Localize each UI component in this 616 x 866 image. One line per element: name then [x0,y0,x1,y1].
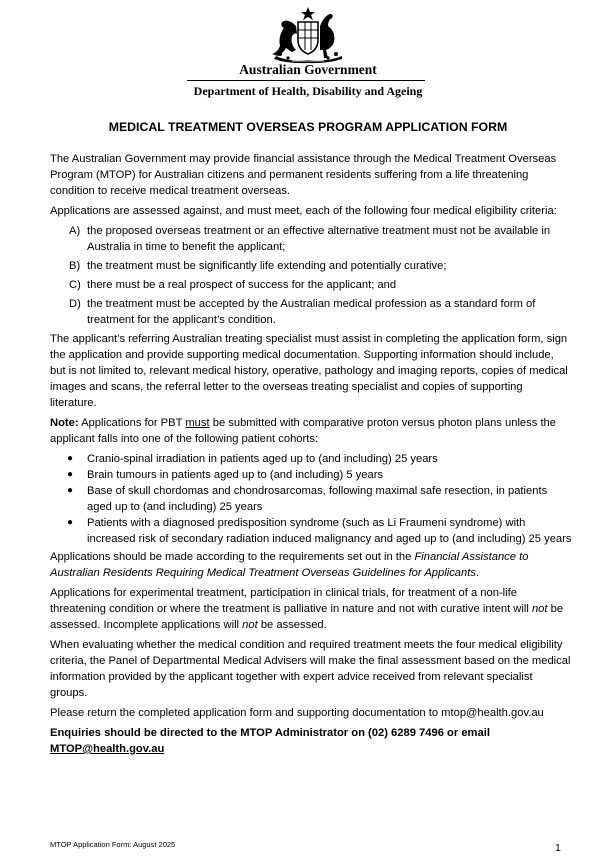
enquiries-paragraph [50,725,572,757]
page-number: 1 [555,842,561,854]
list-item [50,515,572,547]
cohort-text: Brain tumours in patients aged up to (and including) 5 years [87,469,384,481]
note-text: be submitted with comparative proton versus photon plans unless the applicant falls into one of the following patient cohorts: [50,417,556,445]
cohort-text: Patients with a diagnosed predisposition syndrome (such as Li Fraumeni syndrome) with increased risk of secondary radiation induced malignancy and aged up to (and including) 25 years [87,517,572,545]
list-item [50,258,572,274]
form-title: MEDICAL TREATMENT OVERSEAS PROGRAM APPLICATION FORM [108,120,508,134]
note-paragraph [50,415,572,447]
form-body [50,151,572,761]
government-name: Australian Government [239,62,377,77]
coat-of-arms-icon [268,6,348,64]
list-marker: D) [69,298,81,310]
eligibility-criteria-list [50,223,572,328]
guidelines-paragraph [50,549,572,581]
list-item [50,483,572,515]
list-item [50,296,572,328]
criterion-text: the treatment must be significantly life extending and potentially curative; [87,260,447,272]
note-text: Applications for PBT [78,417,186,429]
criterion-text: there must be a real prospect of success for the applicant; and [87,279,397,291]
paragraph-text: . [475,567,480,579]
not-emphasis: not [242,619,258,631]
must-emphasis: must [185,417,210,429]
list-marker: C) [69,279,81,291]
criterion-text: the treatment must be accepted by the Australian medical profession as a standard form of treatment for the applicant’s condition. [87,298,536,326]
bullet-icon: ● [67,469,74,480]
paragraph-text: Applications for experimental treatment, participation in clinical trials, for treatment of a non-life threatening condition or where the treatment is palliative in nature and not with curative intent will [50,587,532,615]
list-item [50,467,572,483]
intro-paragraph: The Australian Government may provide financial assistance through the Medical Treatment Overseas Program (MTOP) for Australian citizens and permanent residents suffering from a life threatening condition to receive medical treatment overseas. [50,153,557,197]
paragraph-text: be assessed. Incomplete applications will [50,603,564,631]
paragraph-text: Applications should be made according to the requirements set out in the [50,551,415,563]
list-marker: B) [69,260,81,272]
list-item [50,277,572,293]
not-emphasis: not [531,603,548,615]
enquiries-text: Enquiries should be directed to the MTOP Administrator on (02) 6289 7496 or email [50,727,490,739]
list-marker: A) [69,225,81,237]
experimental-paragraph [50,585,572,633]
footer-label: MTOP Application Form: August 2025 [50,840,176,849]
note-label: Note: [50,417,79,429]
list-item [50,223,572,255]
panel-paragraph: When evaluating whether the medical condition and required treatment meets the four medical eligibility criteria, the Panel of Departmental Medical Advisers will make the final assessment based on the medical information provided by the applicant together with expert advice received from relevant specialist groups. [50,639,571,699]
specialist-paragraph: The applicant’s referring Australian treating specialist must assist in completing the application form, sign the application and provide supporting medical documentation. Supporting information should include, but is not limited to, relevant medical history, operative, pathology and imaging reports, copies of medical images and scans, the referral letter to the overseas treating specialist and copies of supporting literature. [50,333,568,409]
criterion-text: the proposed overseas treatment or an effective alternative treatment must not be available in Australia in time to benefit the applicant; [87,225,551,253]
patient-cohorts-list [50,451,572,547]
department-name: Department of Health, Disability and Ageing [193,84,423,98]
cohort-text: Base of skull chordomas and chondrosarcomas, following maximal safe resection, in patients aged up to (and including) 25 years [87,485,548,513]
cohort-text: Cranio-spinal irradiation in patients aged up to (and including) 25 years [87,453,438,465]
return-paragraph: Please return the completed application form and supporting documentation to mtop@health.gov.au [50,707,544,719]
bullet-icon: ● [67,485,74,496]
header-divider [187,80,425,81]
criteria-intro: Applications are assessed against, and must meet, each of the following four medical eligibility criteria: [50,205,557,217]
bullet-icon: ● [67,453,74,464]
guidelines-title: Financial Assistance to Australian Residents Requiring Medical Treatment Overseas Guidelines for Applicants [50,551,529,579]
bullet-icon: ● [67,517,74,528]
mtop-email-link[interactable]: MTOP@health.gov.au [50,743,165,755]
paragraph-text: be assessed. [257,619,327,631]
list-item [50,451,572,467]
